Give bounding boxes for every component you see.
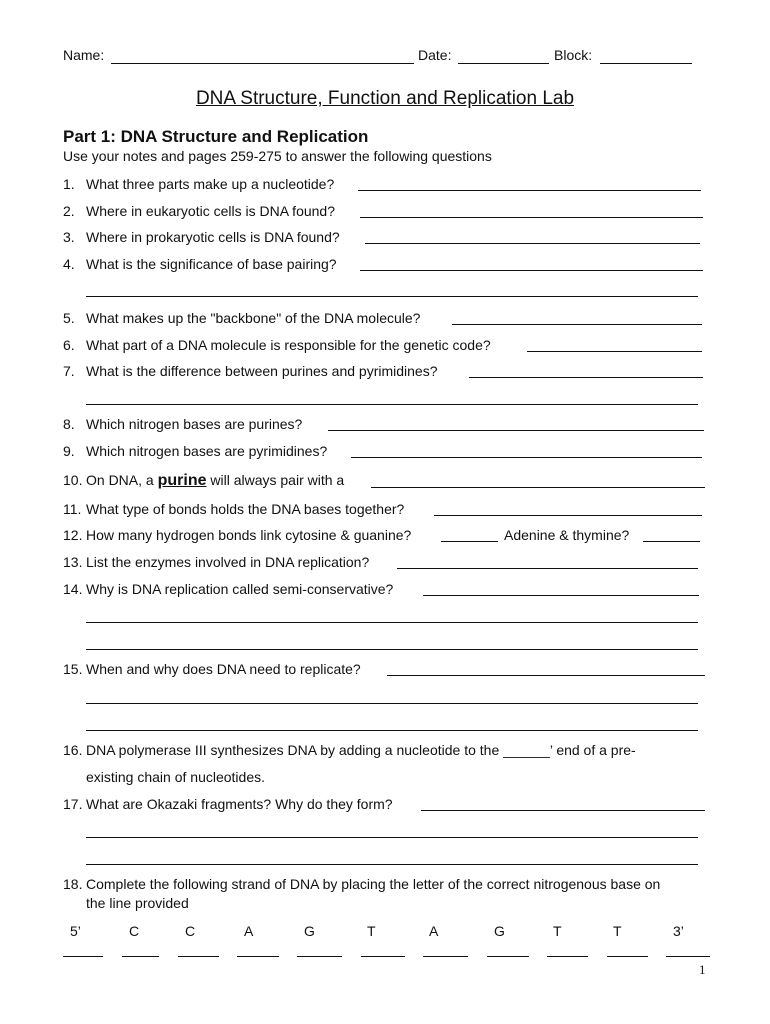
strand-base: T <box>553 923 562 939</box>
question-text: What three parts make up a nucleotide? <box>86 176 335 192</box>
question-text: List the enzymes involved in DNA replication? <box>86 554 370 570</box>
question-number: 10. <box>63 472 83 488</box>
strand-base: G <box>494 923 505 939</box>
strand-base: A <box>429 923 439 939</box>
part1-instructions: Use your notes and pages 259-275 to answer the following questions <box>63 148 492 164</box>
answer-line[interactable] <box>358 190 701 191</box>
answer-line[interactable] <box>351 457 702 458</box>
answer-line[interactable] <box>397 568 698 569</box>
question-number: 17. <box>63 796 83 812</box>
strand-end-5prime: 5’ <box>70 923 81 939</box>
answer-line[interactable] <box>86 730 698 731</box>
complement-blank[interactable] <box>666 956 710 957</box>
answer-line[interactable] <box>387 675 705 676</box>
answer-line[interactable] <box>86 864 698 865</box>
complement-blank[interactable] <box>487 956 529 957</box>
answer-line[interactable] <box>441 541 498 542</box>
question-number: 14. <box>63 581 83 597</box>
question-number: 3. <box>63 229 75 245</box>
name-field[interactable] <box>111 63 414 64</box>
question-text: Where in eukaryotic cells is DNA found? <box>86 203 335 219</box>
question-text-after: will always pair with a <box>210 472 345 488</box>
question-text: What type of bonds holds the DNA bases together? <box>86 501 405 517</box>
question-text: When and why does DNA need to replicate? <box>86 661 361 677</box>
complement-blank[interactable] <box>178 956 219 957</box>
complement-blank[interactable] <box>297 956 342 957</box>
question-text: What is the difference between purines and pyrimidines? <box>86 363 438 379</box>
strand-end-3prime: 3’ <box>673 923 684 939</box>
complement-blank[interactable] <box>63 956 103 957</box>
answer-line[interactable] <box>434 515 702 516</box>
strand-base: C <box>185 923 196 939</box>
strand-base: T <box>367 923 376 939</box>
question-text-2: existing chain of nucleotides. <box>86 769 265 785</box>
question-number: 5. <box>63 310 75 326</box>
complement-blank[interactable] <box>237 956 279 957</box>
question-number: 13. <box>63 554 83 570</box>
name-label: Name: <box>63 47 105 63</box>
answer-line[interactable] <box>365 243 700 244</box>
question-number: 12. <box>63 527 83 543</box>
question-text <box>86 472 344 490</box>
strand-base: C <box>129 923 140 939</box>
date-field[interactable] <box>458 63 549 64</box>
complement-blank[interactable] <box>607 956 648 957</box>
question-text: Why is DNA replication called semi-conservative? <box>86 581 394 597</box>
answer-line[interactable] <box>86 622 698 623</box>
answer-line[interactable] <box>86 649 698 650</box>
question-number: 16. <box>63 742 83 758</box>
block-field[interactable] <box>600 63 692 64</box>
strand-base: A <box>244 923 254 939</box>
question-number: 15. <box>63 661 83 677</box>
question-text: What are Okazaki fragments? Why do they form? <box>86 796 393 812</box>
question-text: What is the significance of base pairing? <box>86 256 337 272</box>
question-number: 18. <box>63 876 83 892</box>
question-number: 2. <box>63 203 75 219</box>
answer-line[interactable] <box>86 703 698 704</box>
answer-line[interactable] <box>328 430 704 431</box>
answer-line[interactable] <box>452 324 702 325</box>
answer-line[interactable] <box>360 270 703 271</box>
question-text: Where in prokaryotic cells is DNA found? <box>86 229 340 245</box>
part1-heading: Part 1: DNA Structure and Replication <box>63 127 369 146</box>
answer-line[interactable] <box>371 487 705 488</box>
question-number: 4. <box>63 256 75 272</box>
answer-line[interactable] <box>643 541 700 542</box>
question-number: 6. <box>63 337 75 353</box>
strand-base: T <box>613 923 622 939</box>
answer-line[interactable] <box>423 595 699 596</box>
answer-line[interactable] <box>469 377 703 378</box>
complement-blank[interactable] <box>547 956 588 957</box>
question-number: 11. <box>63 501 82 517</box>
complement-blank[interactable] <box>423 956 468 957</box>
question-number: 8. <box>63 416 75 432</box>
question-text: Which nitrogen bases are purines? <box>86 416 303 432</box>
strand-base: G <box>304 923 315 939</box>
purine-emphasis: purine <box>157 472 207 489</box>
question-text: How many hydrogen bonds link cytosine & guanine? <box>86 527 412 543</box>
answer-line[interactable] <box>86 296 698 297</box>
question-number: 1. <box>63 176 75 192</box>
complement-blank[interactable] <box>361 956 405 957</box>
page-title: DNA Structure, Function and Replication Lab <box>195 88 575 109</box>
answer-line[interactable] <box>421 810 705 811</box>
block-label: Block: <box>554 47 593 63</box>
answer-line[interactable] <box>86 404 698 405</box>
question-text: What part of a DNA molecule is responsible for the genetic code? <box>86 337 491 353</box>
answer-line[interactable] <box>86 837 698 838</box>
answer-line[interactable] <box>527 351 702 352</box>
date-label: Date: <box>418 47 452 63</box>
answer-line[interactable] <box>360 217 703 218</box>
question-text-2: Adenine & thymine? <box>504 527 630 543</box>
question-text-2: the line provided <box>86 895 189 911</box>
question-text: What makes up the "backbone" of the DNA molecule? <box>86 310 421 326</box>
question-text: Which nitrogen bases are pyrimidines? <box>86 443 328 459</box>
question-number: 9. <box>63 443 75 459</box>
page-number: 1 <box>699 962 706 977</box>
question-number: 7. <box>63 363 75 379</box>
question-text: Complete the following strand of DNA by placing the letter of the correct nitrogenous base on <box>86 876 661 892</box>
question-text-before: On DNA, a <box>86 472 154 488</box>
question-text: DNA polymerase III synthesizes DNA by adding a nucleotide to the ______’ end of a pre- <box>86 742 636 758</box>
complement-blank[interactable] <box>122 956 159 957</box>
